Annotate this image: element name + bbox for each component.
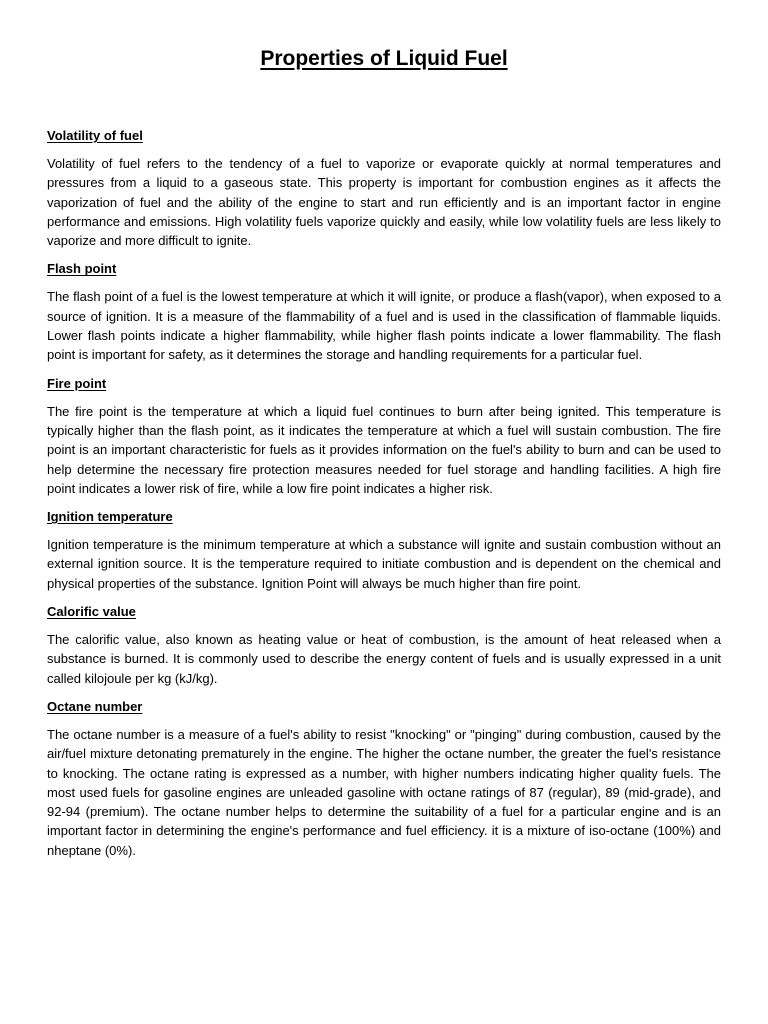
section-flash-point <box>47 259 721 364</box>
section-octane-number <box>47 697 721 860</box>
section-calorific-value <box>47 602 721 688</box>
section-heading: Octane number <box>47 698 143 714</box>
section-paragraph: Volatility of fuel refers to the tendency of a fuel to vaporize or evaporate quickly at normal temperatures and pressures from a liquid to a gaseous state. This property is important for combustion engines as it affects the vaporization of fuel and the ability of the engine to start and run efficiently and is an important factor in engine performance and emissions. High volatility fuels vaporize quickly and easily, while low volatility fuels are less likely to vaporize and more difficult to ignite. <box>47 156 721 249</box>
section-heading: Ignition temperature <box>47 509 173 525</box>
section-paragraph: Ignition temperature is the minimum temperature at which a substance will ignite and sustain combustion without an external ignition source. It is the temperature required to initiate combustion and is dependent on the chemical and physical properties of the substance. Ignition Point will always be much higher than fire point. <box>47 537 721 591</box>
section-heading: Calorific value <box>47 604 136 620</box>
document-page <box>47 44 721 869</box>
section-paragraph: The octane number is a measure of a fuel's ability to resist "knocking" or "pinging" during combustion, caused by the air/fuel mixture detonating prematurely in the engine. The higher the octane number, the greater the fuel's resistance to knocking. The octane rating is expressed as a number, with higher numbers indicating higher quality fuels. The most used fuels for gasoline engines are unleaded gasoline with octane ratings of 87 (regular), 89 (mid-grade), and 92-94 (premium). The octane number helps to determine the suitability of a fuel for a particular engine and is an important factor in determining the engine's performance and fuel efficiency. it is a mixture of iso-octane (100%) and nheptane (0%). <box>47 726 721 858</box>
section-paragraph: The flash point of a fuel is the lowest temperature at which it will ignite, or produce a flash(vapor), when exposed to a source of ignition. It is a measure of the flammability of a fuel and is used in the classification of flammable liquids. Lower flash points indicate a higher flammability, while higher flash points indicate a lower flammability. The flash point is important for safety, as it determines the storage and handling requirements for a particular fuel. <box>47 289 721 363</box>
section-volatility <box>47 126 721 250</box>
section-heading: Fire point <box>47 375 107 391</box>
section-heading: Flash point <box>47 261 117 277</box>
section-paragraph: The fire point is the temperature at which a liquid fuel continues to burn after being ignited. This temperature is typically higher than the flash point, as it indicates the temperature at which a fuel will sustain combustion. The fire point is an important characteristic for fuels as it provides information on the fuel's ability to burn and can be used to help determine the necessary fire protection measures needed for fuel storage and handling facilities. A high fire point indicates a lower risk of fire, while a low fire point indicates a higher risk. <box>47 403 721 496</box>
section-fire-point <box>47 374 721 498</box>
section-ignition-temperature <box>47 507 721 593</box>
section-heading: Volatility of fuel <box>47 128 143 143</box>
section-paragraph: The calorific value, also known as heating value or heat of combustion, is the amount of heat released when a substance is burned. It is commonly used to describe the energy content of fuels and is usually expressed in a unit called kilojoule per kg (kJ/kg). <box>47 632 721 686</box>
page-title: Properties of Liquid Fuel <box>260 47 508 70</box>
